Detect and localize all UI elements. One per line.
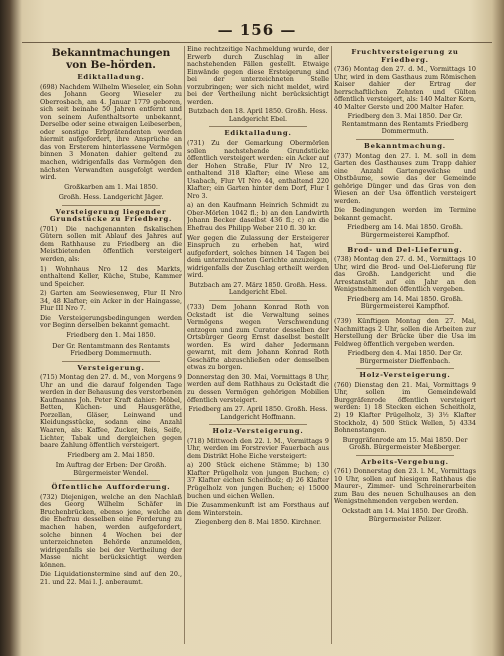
notice-heading: Versteigerung. bbox=[77, 363, 145, 372]
notice-heading: Arbeits-Vergebung. bbox=[361, 457, 449, 466]
notice-signature: Friedberg am 27. April 1850. Großh. Hess. Landgericht Hoffmann. bbox=[188, 405, 328, 421]
separator bbox=[62, 361, 160, 362]
notice-paragraph: 1) Wohnhaus Nro 12 des Markts, enthaltend Keller, Küche, Stube, Kammer und Speicher. bbox=[40, 264, 182, 288]
notice-paragraph: (737) Montag den 27. l. M. soll in dem Garten des Gasthauses zum Trapp dahier eine Anzahl Gartengewächse und Obstbäume, sowie das der Gemeinde gehörige Dünger und das Gras von den Wiesen an der Usa öffentlich versteigert werden. bbox=[334, 151, 476, 205]
notice-list: a) 200 Stück eichene Stämme; b) 130 Klafter Prügelholz von jungen Buchen; c) 37 Klafter eichen Scheitholz; d) 26 Klafter Prügelholz von jungen Buchen; e) 15000 buchen und eichen Wellen. bbox=[187, 461, 329, 500]
notice-paragraph: (701) Die nachgenannten fiskalischen Gütern sollen mit Ablauf des Jahres auf dem Rathhause zu Friedberg an die Meistbietenden öffentlich versteigert werden, als: bbox=[40, 224, 182, 264]
separator bbox=[209, 300, 307, 301]
separator bbox=[356, 314, 454, 315]
notice-paragraph: Die Liquidationstermine sind auf den 20., 21. und 22. Mai l. J. anberaumt. bbox=[40, 570, 182, 586]
column-right bbox=[334, 46, 476, 646]
notice-signature: Friedberg den 1. Mai 1850. bbox=[66, 330, 156, 339]
notice-paragraph: Donnerstag den 30. Mai, Vormittags 8 Uhr, werden auf dem Rathhaus zu Ockstadt die zu dessen Vermögen gehörigen Mobilien öffentlich versteigert. bbox=[187, 372, 329, 404]
column-divider bbox=[184, 46, 185, 644]
separator bbox=[209, 424, 307, 425]
notice-paragraph: (761) Donnerstag den 23. l. M., Vormittags 10 Uhr, sollen auf hiesigem Rathhaus die Maurer-, Zimmer- und Schreinerarbeiten zum Bau des neuen Schulhauses an den Wenigstnehmenden vergeben werden. bbox=[334, 467, 476, 506]
separator bbox=[356, 455, 454, 456]
notice-heading: Versteigerung liegender Grundstücke zu Friedberg. bbox=[49, 207, 173, 224]
notice-signature: Im Auftrag der Erben: Der Großh. Bürgermeister Wendel. bbox=[55, 461, 167, 477]
notice-heading: Öffentliche Aufforderung. bbox=[51, 483, 171, 492]
separator bbox=[62, 205, 160, 206]
notice-signature: Ockstadt am 14. Mai 1850. Der Großh. Bürgermeister Pelizer. bbox=[341, 506, 469, 523]
notice-signature: Friedberg den 3. Mai 1850. Der Gr. Rentamtmann des Rentamts Friedberg Dommermuth. bbox=[341, 112, 469, 136]
notice-paragraph: 2) Garten am Seewiesenweg, Flur II Nro 34, 48 Klafter; ein Acker in der Haingasse, Flur III Nro 7. bbox=[40, 289, 182, 313]
notice-heading: Bekanntmachung. bbox=[364, 142, 446, 151]
newspaper-page bbox=[22, 6, 492, 652]
notice-paragraph: (715) Montag den 27. d. M., von Morgens 9 Uhr an und die darauf folgenden Tage werden in der Behausung des verstorbenen Kaufmanns Joh. Peter Kraft dahier: Möbel, Betten, Küchen- und Hausgeräthe, Porzellan, Gläser, Leinwand und Kleidungsstücke, sodann eine Anzahl Waaren, als: Kaffee, Zucker, Reis, Seife, Lichter, Tabak und dergleichen gegen baare Zahlung öffentlich versteigert. bbox=[40, 373, 182, 450]
notice-heading: Fruchtversteigerung zu Friedberg. bbox=[351, 48, 459, 64]
notice-signature: Der Gr. Rentamtmann des Rentamts Friedberg Dommermuth. bbox=[52, 341, 170, 358]
notice-paragraph: (733) Dem Johann Konrad Roth von Ockstadt ist die Verwaltung seines Vermögens wegen Verschwendung entzogen und zum Curator desselben der Ortsbürger Georg Ernst daselbst bestellt worden. Es wird daher Jedermann gewarnt, mit dem Johann Konrad Roth Geschäfte abzuschließen oder demselben etwas zu borgen. bbox=[187, 302, 329, 372]
notice-signature: Großh. Hess. Landgericht Jäger. bbox=[58, 193, 164, 202]
notice-signature: Butzbach am 27. März 1850. Großh. Hess. Landgericht Ebel. bbox=[188, 280, 327, 297]
page-number: — 156 — bbox=[217, 21, 297, 39]
notice-paragraph: (739) Künftigen Montag den 27. Mai, Nachmittags 2 Uhr, sollen die Arbeiten zur Herstellung der Brücke über die Usa im Feldweg öffentlich vergeben werden. bbox=[334, 316, 476, 348]
notice-list: a) an den Kaufmann Heinrich Schmidt zu Ober-Mörlen 1042 fl.; b) an den Landwirth Johann Becker daselbst 436 fl.; c) an die Ehefrau des Philipp Weber 210 fl. 30 kr. bbox=[187, 201, 329, 233]
notice-heading: Brod- und Del-Lieferung. bbox=[347, 245, 463, 254]
notice-signature: Ziegenberg den 8. Mai 1850. Kirchner. bbox=[194, 518, 322, 527]
notice-paragraph: (736) Montag den 27. d. M., Vormittags 10 Uhr, wird in dem Gasthaus zum Römischen Kaiser dahier der Ertrag der herrschaftlichen Zehnten und Gülten öffentlich versteigert, als: 140 Malter Korn, 40 Malter Gerste und 200 Malter Hafer. bbox=[334, 65, 476, 111]
page-header bbox=[22, 18, 492, 43]
notice-signature: Friedberg den 4. Mai 1850. Der Gr. Bürgermeister Dieffenbach. bbox=[347, 349, 463, 365]
notice-paragraph: (718) Mittwoch den 22. l. M., Vormittags 9 Uhr, werden im Forstrevier Fauerbach aus dem Distrikt Hohe Eiche versteigert: bbox=[187, 436, 329, 460]
notice-paragraph: Eine rechtzeitige Nachmeldung wurde, der Erwerb durch Zuschlag in aller nachstehenden Fällen gestellt. Etwaige Einwände gegen diese Ersteigerung sind bei der unterzeichneten Stelle vorzubringen; wer sich nicht meldet, wird bei der Vertheilung nicht berücksichtigt werden. bbox=[187, 46, 329, 106]
notice-signature: Friedberg am 2. Mai 1850. bbox=[67, 450, 155, 459]
notice-paragraph: (731) Zu der Gemarkung Obermörlen sollen nachstehende Grundstücke öffentlich versteigert werden: ein Acker auf der Hohen Straße, Flur IV Nro 12, enthaltend 318 Klafter; eine Wiese am Usabach, Flur VI Nro 44, enthaltend 220 Klafter; ein Garten hinter dem Dorf, Flur I Nro 3. bbox=[187, 139, 329, 200]
notice-paragraph: (760) Dienstag den 21. Mai, Vormittags 9 Uhr, sollen im Gemeindewald Burggräfenrode öffentlich versteigert werden: 1) 18 Stecken eichen Scheitholz, 2) 19 Klafter Prügelholz, 3) 3½ Klafter Stockholz, 4) 500 Stück Wellen, 5) 4334 Bohnenstangen. bbox=[334, 380, 476, 435]
separator bbox=[62, 480, 160, 481]
notice-heading: Ediktalladung. bbox=[224, 129, 292, 138]
notice-paragraph: (698) Nachdem Wilhelm Wieseler, ein Sohn des Johann Georg Wieseler zu Oberrosbach, am 4. Januar 1779 geboren, sich seit beinahe 50 Jahren entfernt und von seinem Aufenthaltsorte unbekannt, Derselbe oder seine etwaigen Leibeserben, oder sonstige Erbprätendenten werden hiermit aufgefordert, ihre Ansprüche an das von Ersterem hinterlassene Vermögen binnen 3 Monaten dahier geltend zu machen, widrigenfalls das Vermögen den nächsten Verwandten ausgefolgt werden wird. bbox=[40, 82, 182, 182]
separator bbox=[356, 368, 454, 369]
notice-paragraph: (732) Diejenigen, welche an den Nachlaß des Georg Wilhelm Schäfer in Bruchenbrücken, ebenso jene, welche an die Ehefrau desselben eine Forderung zu machen haben, werden aufgefordert, solche binnen 4 Wochen bei der unterzeichneten Behörde anzumelden, widrigenfalls sie bei der Vertheilung der Masse nicht berücksichtigt werden können. bbox=[40, 492, 182, 569]
notice-heading: Holz-Versteigerung. bbox=[359, 371, 451, 380]
notice-heading: Ediktalladung. bbox=[77, 73, 145, 81]
notice-paragraph: Wer gegen die Zulassung der Ersteigerer Einspruch zu erheben hat, wird aufgefordert, solches binnen 14 Tagen bei dem unterzeichneten Gerichte anzuzeigen, widrigenfalls der Zuschlag ertheilt werden wird. bbox=[187, 233, 329, 280]
section-title: Bekanntmachungen von Be-hörden. bbox=[51, 47, 171, 71]
notice-signature: Butzbach den 18. April 1850. Großh. Hess. Landgericht Ebel. bbox=[188, 107, 328, 123]
column-left bbox=[40, 46, 182, 646]
notice-signature: Friedberg am 14. Mai 1850. Großh. Bürgermeisterei Kampfhof. bbox=[347, 223, 463, 240]
notice-paragraph: Die Zusammenkunft ist am Forsthaus auf dem Winterstein. bbox=[187, 501, 329, 517]
separator bbox=[356, 139, 454, 140]
notice-paragraph: Die Versteigerungsbedingungen werden vor Beginn derselben bekannt gemacht. bbox=[40, 313, 182, 330]
notice-paragraph: Die Bedingungen werden im Termine bekannt gemacht. bbox=[334, 206, 476, 222]
column-middle bbox=[187, 46, 329, 646]
notice-signature: Großkarben am 1. Mai 1850. bbox=[64, 182, 158, 191]
column-divider bbox=[331, 46, 332, 644]
separator bbox=[209, 126, 307, 127]
notice-heading: Holz-Versteigerung. bbox=[212, 427, 304, 436]
notice-signature: Burggräfenrode am 15. Mai 1850. Der Großh. Bürgermeister Meßberger. bbox=[342, 435, 468, 452]
notice-paragraph: (738) Montag den 27. d. M., Vormittags 10 Uhr, wird die Brod- und Oel-Lieferung für das Großh. Landgericht und die Arrestanstalt auf ein Jahr an den Wenigstnehmenden öffentlich vergeben. bbox=[334, 255, 476, 294]
notice-signature: Friedberg am 14. Mai 1850. Großh. Bürgermeisterei Kampfhof. bbox=[347, 294, 463, 311]
separator bbox=[356, 243, 454, 244]
